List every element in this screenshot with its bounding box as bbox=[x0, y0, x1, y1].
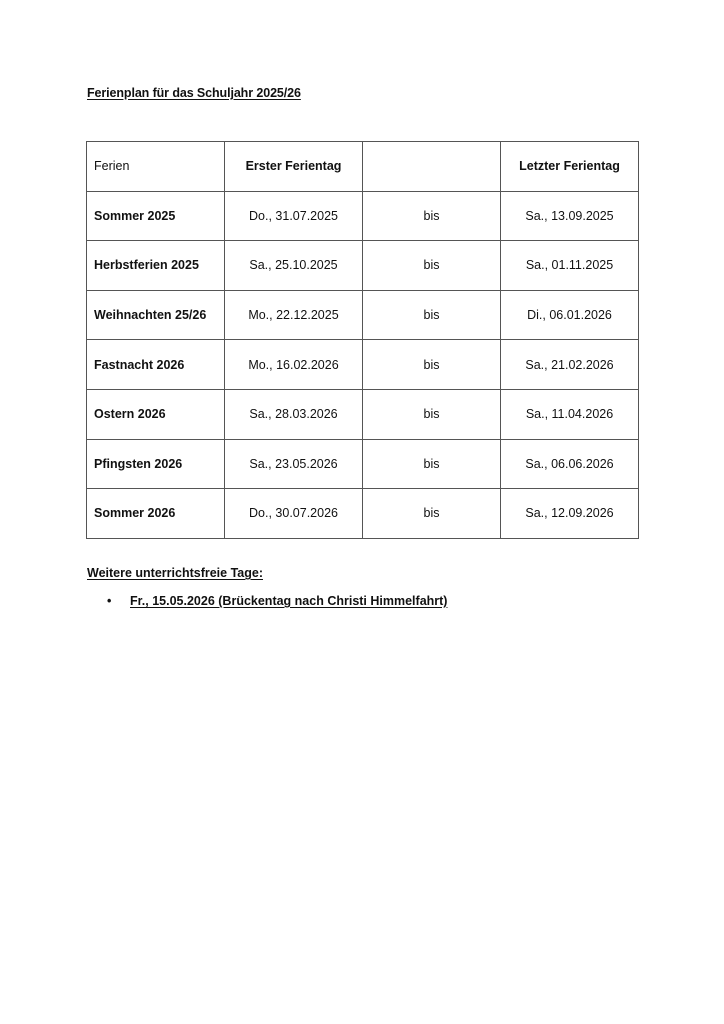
holiday-name-cell: Sommer 2026 bbox=[87, 489, 225, 539]
holiday-name-cell: Sommer 2025 bbox=[87, 191, 225, 241]
table-row bbox=[87, 191, 639, 241]
list-item bbox=[107, 594, 447, 608]
additional-day-text: Fr., 15.05.2026 (Brückentag nach Christi Himmelfahrt) bbox=[130, 594, 448, 608]
header-separator bbox=[363, 142, 501, 192]
header-last-day: Letzter Ferientag bbox=[501, 142, 639, 192]
last-day-cell: Sa., 06.06.2026 bbox=[501, 439, 639, 489]
last-day-cell: Sa., 21.02.2026 bbox=[501, 340, 639, 390]
separator-cell: bis bbox=[363, 290, 501, 340]
table-row bbox=[87, 489, 639, 539]
last-day-cell: Sa., 01.11.2025 bbox=[501, 241, 639, 291]
table-row bbox=[87, 389, 639, 439]
additional-days-heading: Weitere unterrichtsfreie Tage: bbox=[87, 566, 263, 580]
table-row bbox=[87, 340, 639, 390]
table-row bbox=[87, 439, 639, 489]
table-row bbox=[87, 290, 639, 340]
separator-cell: bis bbox=[363, 241, 501, 291]
first-day-cell: Sa., 25.10.2025 bbox=[225, 241, 363, 291]
header-ferien: Ferien bbox=[87, 142, 225, 192]
document-title: Ferienplan für das Schuljahr 2025/26 bbox=[87, 86, 301, 100]
table-row bbox=[87, 241, 639, 291]
separator-cell: bis bbox=[363, 389, 501, 439]
holiday-name-cell: Fastnacht 2026 bbox=[87, 340, 225, 390]
table-header-row bbox=[87, 142, 639, 192]
first-day-cell: Mo., 22.12.2025 bbox=[225, 290, 363, 340]
first-day-cell: Mo., 16.02.2026 bbox=[225, 340, 363, 390]
first-day-cell: Sa., 23.05.2026 bbox=[225, 439, 363, 489]
bullet-icon: • bbox=[107, 594, 112, 608]
separator-cell: bis bbox=[363, 489, 501, 539]
holiday-table bbox=[86, 141, 639, 539]
holiday-name-cell: Pfingsten 2026 bbox=[87, 439, 225, 489]
separator-cell: bis bbox=[363, 191, 501, 241]
separator-cell: bis bbox=[363, 340, 501, 390]
holiday-name-cell: Ostern 2026 bbox=[87, 389, 225, 439]
first-day-cell: Sa., 28.03.2026 bbox=[225, 389, 363, 439]
last-day-cell: Di., 06.01.2026 bbox=[501, 290, 639, 340]
first-day-cell: Do., 31.07.2025 bbox=[225, 191, 363, 241]
first-day-cell: Do., 30.07.2026 bbox=[225, 489, 363, 539]
last-day-cell: Sa., 12.09.2026 bbox=[501, 489, 639, 539]
last-day-cell: Sa., 13.09.2025 bbox=[501, 191, 639, 241]
holiday-name-cell: Herbstferien 2025 bbox=[87, 241, 225, 291]
last-day-cell: Sa., 11.04.2026 bbox=[501, 389, 639, 439]
holiday-name-cell: Weihnachten 25/26 bbox=[87, 290, 225, 340]
separator-cell: bis bbox=[363, 439, 501, 489]
header-first-day: Erster Ferientag bbox=[225, 142, 363, 192]
